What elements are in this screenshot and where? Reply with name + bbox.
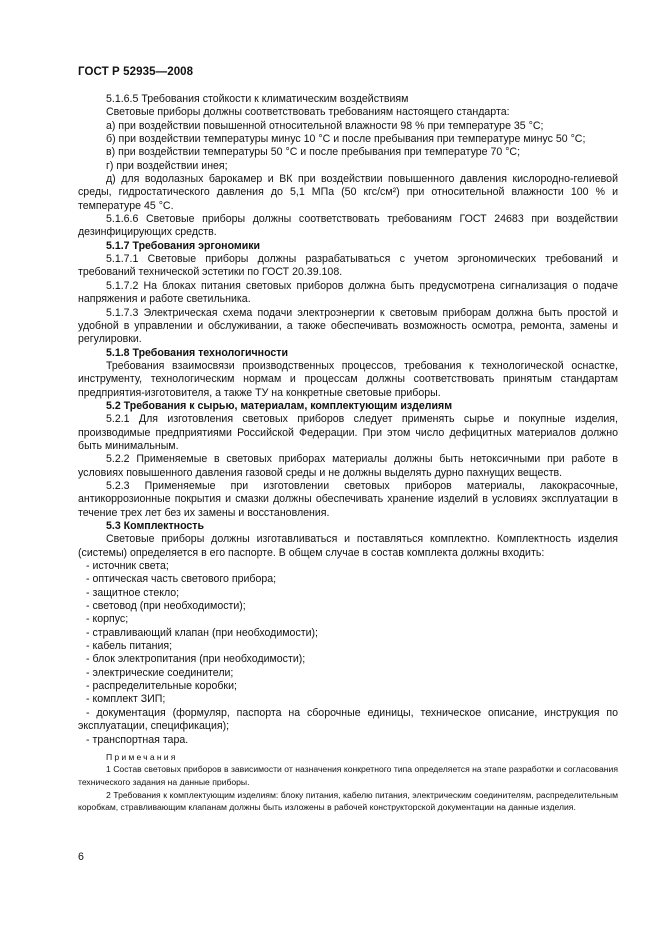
- climate-item-b: б) при воздействии температуры минус 10 °С и после пребывания при температуре минус 50 °С;: [106, 133, 586, 146]
- climate-item-g: г) при воздействии инея;: [106, 159, 228, 172]
- section-5-1-6-6: 5.1.6.6 Световые приборы должны соответствовать требованиям ГОСТ 24683 при воздействии дезинфицирующих средств.: [78, 213, 618, 239]
- section-5-2-2: 5.2.2 Применяемые в световых приборах материалы должны быть нетоксичными при работе в условиях повышенного давления газовой среды и не должны выделять дурно пахнущих веществ.: [78, 453, 618, 479]
- section-5-1-7-1: 5.1.7.1 Световые приборы должны разрабатываться с учетом эргономических требований и требований технической эстетики по ГОСТ 20.39.108.: [78, 253, 618, 279]
- section-5-3-heading: 5.3 Комплектность: [106, 520, 204, 532]
- section-5-2-heading: 5.2 Требования к сырью, материалам, комплектующим изделиям: [106, 399, 453, 412]
- note-2: 2 Требования к комплектующим изделиям: блоку питания, кабелю питания, электрическим соединителям, распределительным коробкам, стравливающим клапанам должны быть изложены в рабочей конструкторской документации на данные изделия.: [78, 789, 618, 813]
- kit-item: - кабель питания;: [86, 640, 173, 653]
- page-number: 6: [78, 851, 84, 863]
- section-5-1-6-5-title: 5.1.6.5 Требования стойкости к климатическим воздействиям: [106, 93, 409, 105]
- kit-item-transport: - транспортная тара.: [86, 733, 189, 746]
- note-1: 1 Состав световых приборов в зависимости от назначения конкретного типа определяется на этапе разработки и согласования технического задания на данные приборы.: [78, 764, 618, 788]
- kit-item: - корпус;: [86, 613, 129, 626]
- section-5-1-8-text: Требования взаимосвязи производственных процессов, требования к технологической оснастке, инструменту, технологическим нормам и процессам должны соответствовать принятым стандартам предприятия-изготовителя, а также ТУ на конкретные световые приборы.: [78, 359, 618, 399]
- kit-item: - защитное стекло;: [86, 586, 180, 599]
- section-5-1-8-heading: 5.1.8 Требования технологичности: [106, 346, 289, 359]
- section-5-2-1: 5.2.1 Для изготовления световых приборов следует применять сырье и покупные изделия, производимые предприятиями Российской Федерации. При этом число дефицитных материалов должно быть минимальным.: [78, 413, 618, 452]
- notes-block: [78, 751, 618, 814]
- kit-item: - распределительные коробки;: [86, 680, 237, 693]
- notes-title: Примечания: [106, 751, 178, 762]
- section-5-1-6-5-intro: Световые приборы должны соответствовать требованиям настоящего стандарта:: [106, 106, 510, 119]
- kit-item: - электрические соединители;: [86, 666, 234, 679]
- standard-code-header: ГОСТ Р 52935—2008: [78, 66, 194, 78]
- kit-item: - стравливающий клапан (при необходимости);: [86, 626, 318, 639]
- climate-item-a: а) при воздействии повышенной относительной влажности 98 % при температуре 35 °С;: [106, 119, 544, 132]
- section-5-3-intro: Световые приборы должны изготавливаться и поставляться комплектно. Комплектность изделия (системы) определяется в его паспорте. В общем случае в состав комплекта должны входить:: [78, 533, 618, 559]
- section-5-1-7-heading: 5.1.7 Требования эргономики: [106, 239, 261, 252]
- kit-item-documentation: - документация (формуляр, паспорта на сборочные единицы, техническое описание, инструкция по эксплуатации, спецификация);: [78, 706, 618, 733]
- kit-item: - источник света;: [86, 560, 169, 573]
- section-5-1-7-3: 5.1.7.3 Электрическая схема подачи электроэнергии к световым приборам должна быть простой и удобной в управлении и обслуживании, а также обеспечивать возможность осмотра, ремонта, замены и регулировки.: [78, 306, 618, 346]
- kit-item: - оптическая часть светового прибора;: [86, 573, 277, 586]
- section-5-2-3: 5.2.3 Применяемые при изготовлении световых приборов материалы, лакокрасочные, антикоррозионные покрытия и смазки должны обеспечивать хранение изделий в условиях эксплуатации в течение трех лет без их замены и восстановления.: [78, 479, 618, 519]
- section-5-1-7-2: 5.1.7.2 На блоках питания световых приборов должна быть предусмотрена сигнализация о подаче напряжения и работе светильника.: [78, 279, 618, 306]
- document-body: [78, 93, 618, 814]
- climate-item-v: в) при воздействии температуры 50 °С и после пребывания при температуре 70 °С;: [106, 146, 521, 159]
- climate-item-d: д) для водолазных барокамер и ВК при воздействии повышенного давления кислородно-гелиевой среды, гидростатического давления до 5,1 МПа (50 кгс/см²) при относительной влажности 100 % и температуре 45 °С.: [78, 173, 618, 212]
- kit-item: - световод (при необходимости);: [86, 600, 246, 613]
- kit-item: - комплект ЗИП;: [86, 693, 166, 706]
- kit-item: - блок электропитания (при необходимости);: [86, 653, 306, 666]
